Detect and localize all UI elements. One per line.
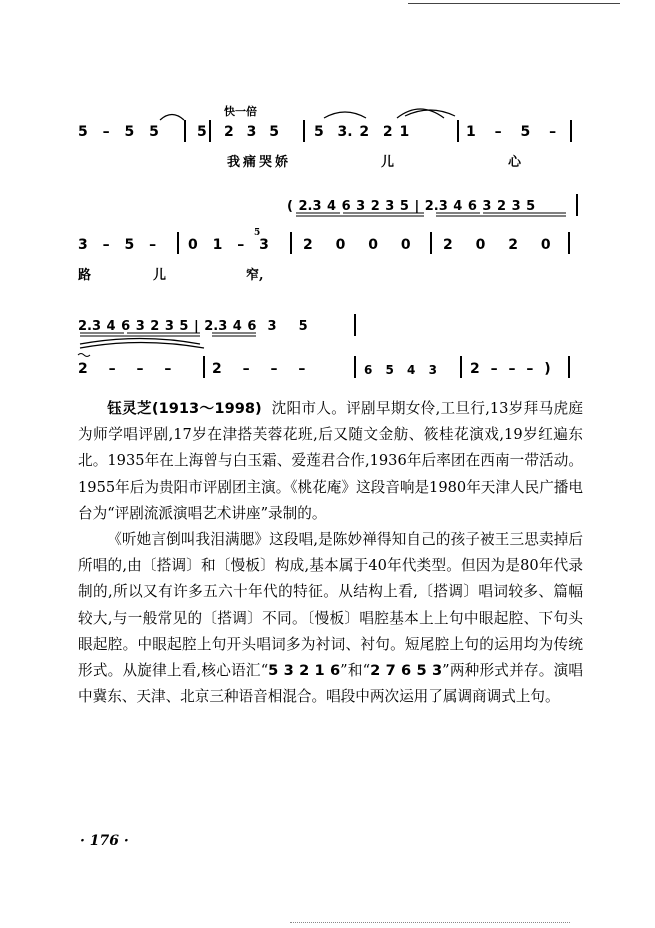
bar-line bbox=[290, 232, 292, 254]
bar-line bbox=[203, 356, 205, 378]
instrumental-line: ( 2.3 4 6 3 2 3 5 | 2.3 4 6 3 2 3 5 bbox=[287, 199, 536, 214]
bar-line bbox=[209, 120, 211, 142]
grace-note: 5 bbox=[254, 228, 261, 238]
bar-line bbox=[570, 120, 572, 142]
lyric: 儿 bbox=[381, 155, 395, 170]
bar-line bbox=[576, 194, 578, 216]
bar-line bbox=[430, 232, 432, 254]
note-group: 3 – 5 – bbox=[78, 237, 157, 253]
bar-line bbox=[457, 120, 459, 142]
paragraph-biography bbox=[78, 396, 583, 527]
paragraph-text: 《听她言倒叫我泪满腮》这段唱,是陈妙禅得知自己的孩子被王三思卖掉后所唱的,由〔搭调〕和〔慢板〕构成,基本属于40年代类型。但因为是80年代录制的,所以又有许多五六十年代的特征。从结构上看,〔搭调〕唱词较多、篇幅较大,与一般常见的〔搭调〕不同。〔慢板〕唱腔基本上上句中眼起腔、下句头眼起腔。中眼起腔上句开头唱词多为衬词、衬句。短尾腔上句的运用均为传统形式。从旋律上看,核心语汇“ bbox=[78, 531, 583, 680]
lyric: 儿 bbox=[153, 268, 167, 283]
bar-line bbox=[303, 120, 305, 142]
instrumental-line: 2.3 4 6 3 2 3 5 | 2.3 4 6 3 5 bbox=[78, 319, 308, 334]
note-group: 5 3. 2 2 1 bbox=[314, 124, 410, 140]
bar-line bbox=[354, 356, 356, 378]
paragraph-analysis bbox=[78, 527, 583, 710]
bar-line bbox=[177, 232, 179, 254]
note-group: 1 – 5 – bbox=[466, 124, 557, 140]
page-number: · 176 · bbox=[80, 833, 129, 849]
note-group: 5 bbox=[197, 124, 207, 140]
notation-code: 2 7 6 5 3 bbox=[370, 662, 443, 680]
lyric: 我痛哭娇 bbox=[227, 155, 292, 170]
note-group: 2 – – – ) bbox=[470, 361, 551, 377]
top-rule bbox=[408, 3, 620, 4]
notation-code: 5 3 2 1 6 bbox=[268, 662, 341, 680]
lyric: 心 bbox=[508, 155, 522, 170]
bar-line bbox=[460, 356, 462, 378]
bar-line bbox=[568, 232, 570, 254]
lyric: 窄, bbox=[246, 268, 264, 283]
body-text bbox=[78, 396, 583, 710]
bar-line bbox=[354, 314, 356, 336]
note-group: 5 – 5 5 bbox=[78, 124, 159, 140]
note-group: 2 0 2 0 bbox=[443, 237, 551, 253]
note-group: 0 1 – 3 bbox=[188, 237, 269, 253]
note-group: 2 – – – bbox=[212, 361, 306, 377]
bar-line bbox=[184, 120, 186, 142]
tempo-mark: 快一倍 bbox=[224, 105, 257, 118]
bottom-rule bbox=[290, 922, 570, 924]
bar-line bbox=[568, 356, 570, 378]
note-group: 2 3 5 bbox=[224, 124, 279, 140]
performer-name: 钰灵芝(1913～1998) bbox=[107, 400, 262, 417]
paragraph-text: ”两种形式并存。演唱中冀东、天津、北京三种语音相混合。唱段中两次运用了属调商调式上句。 bbox=[78, 662, 583, 706]
paragraph-text: 沈阳市人。评剧早期女伶,工旦行,13岁拜马虎庭为师学唱评剧,17岁在津搭芙蓉花班,后又随文金舫、筱桂花演戏,19岁红遍东北。1935年在上海曾与白玉霜、爱莲君合作,1936年后率团在西南一带活动。1955年后为贵阳市评剧团主演。《桃花庵》这段音响是1980年天津人民广播电台为“评剧流派演唱艺术讲座”录制的。 bbox=[78, 400, 583, 522]
lyric: 路 bbox=[78, 268, 92, 283]
quote-joiner: ”和“ bbox=[340, 662, 371, 680]
note-group: 2 – – – bbox=[78, 361, 172, 377]
note-group: 6 5 4 3 bbox=[364, 363, 437, 377]
note-group: 2 0 0 0 bbox=[303, 237, 411, 253]
